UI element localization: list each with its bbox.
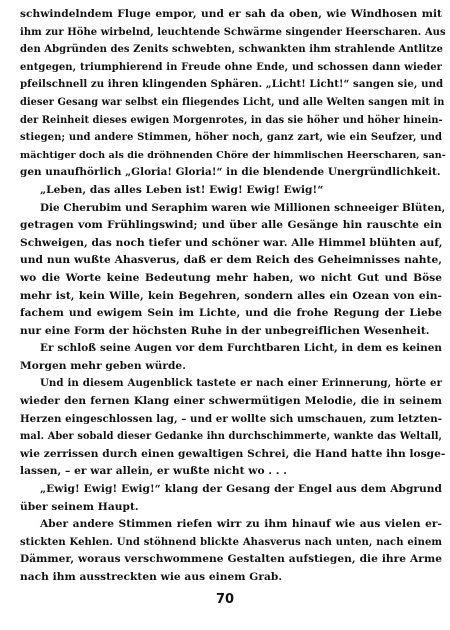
text-line: lassen, – er war allein, er wußte nicht wo . . . bbox=[20, 465, 288, 478]
text-line: wo die Worte keine Bedeutung mehr haben, wo nicht Gut und Böse bbox=[20, 271, 442, 284]
text-line: entgegen, triumphierend in Freude ohne Ende, und schossen dann wieder bbox=[20, 61, 442, 73]
text-line: pfeilschnell zu ihren klingenden Sphären. „Licht! Licht!“ sangen sie, und bbox=[20, 78, 444, 91]
text-line: mal. Aber sobald dieser Gedanke ihn durchschimmerte, wankte das Weltall, bbox=[20, 431, 442, 443]
text-line: Aber andere Stimmen riefen wirr zu ihm hinauf wie aus vielen er- bbox=[40, 518, 442, 531]
text-line: den Abgründen des Zenits schwebten, schwankten ihm strahlende Antlitze bbox=[20, 44, 443, 56]
text-line: mehr ist, kein Wille, kein Begehren, sondern alles ein Ozean von ein- bbox=[20, 289, 442, 302]
text-line: fachem und ewigem Sein im Lichte, und die frohe Regung der Liebe bbox=[20, 307, 442, 320]
text-line: ihm zur Höhe wirbelnd, leuchtende Schwärme singender Heerscharen. Aus bbox=[20, 26, 446, 38]
text-line: Schweigen, das noch tiefer und schöner war. Alle Himmel blühten auf, bbox=[20, 236, 443, 249]
text-line: Er schloß seine Augen vor dem Furchtbaren Licht, in dem es keinen bbox=[40, 342, 442, 355]
text-line: wieder den fernen Klang einer schwermütigen Melodie, die in seinem bbox=[20, 395, 442, 408]
text-line: Morgen mehr geben würde. bbox=[20, 359, 186, 372]
text-line: Und in diesem Augenblick tastete er nach einer Erinnerung, hörte er bbox=[40, 377, 442, 390]
text-line: „Leben, das alles Leben ist! Ewig! Ewig! Ewig!“ bbox=[40, 183, 324, 196]
text-line: der Reinheit dieses ewigen Morgenrotes, in das sie höher und höher hinein- bbox=[20, 114, 443, 126]
text-line: gen unaufhörlich „Gloria! Gloria!“ in die blendende Unergründlichkeit. bbox=[20, 166, 441, 179]
text-line: dieser Gesang war selbst ein fliegendes Licht, und alle Welten sangen mit in bbox=[20, 96, 445, 108]
body-text bbox=[20, 6, 446, 587]
text-line: „Ewig! Ewig! Ewig!“ klang der Gesang der Engel aus dem Abgrund bbox=[40, 483, 442, 496]
text-line: Herzen eingeschlossen lag, – und er wollte sich umschauen, zum letzten- bbox=[20, 412, 442, 425]
text-line: über seinem Haupt. bbox=[20, 500, 139, 513]
text-line: getragen vom Frühlingswind; und über alle Gesänge hin rauschte ein bbox=[20, 219, 442, 232]
text-line: mächtiger doch als die dröhnenden Chöre der himmlischen Heerscharen, san- bbox=[20, 149, 446, 161]
text-line: wie zerrissen durch einen gewaltigen Schrei, die Hand hatte ihn losge- bbox=[20, 447, 446, 460]
text-line: stiegen; und andere Stimmen, höher noch, ganz zart, wie ein Seufzer, und bbox=[20, 132, 442, 144]
text-line: Die Cherubim und Seraphim waren wie Millionen schneeiger Blüten, bbox=[40, 201, 446, 214]
page-number: 70 bbox=[215, 592, 235, 607]
text-line: nach ihm ausstreckten wie aus einem Grab. bbox=[20, 571, 283, 583]
text-line: stickten Kehlen. Und stöhnend blickte Ahasverus nach unten, nach einem bbox=[20, 536, 442, 548]
text-line: schwindelndem Fluge empor, und er sah da oben, wie Windhosen mit bbox=[20, 8, 442, 20]
text-line: Dämmer, woraus verschwommene Gestalten aufstiegen, die ihre Arme bbox=[20, 553, 442, 566]
text-line: und nun wußte Ahasverus, daß er dem Reich des Geheimnisses nahte, bbox=[20, 254, 442, 267]
text-line: nur eine Form der höchsten Ruhe in der unbegreiflichen Wesenheit. bbox=[20, 324, 430, 337]
